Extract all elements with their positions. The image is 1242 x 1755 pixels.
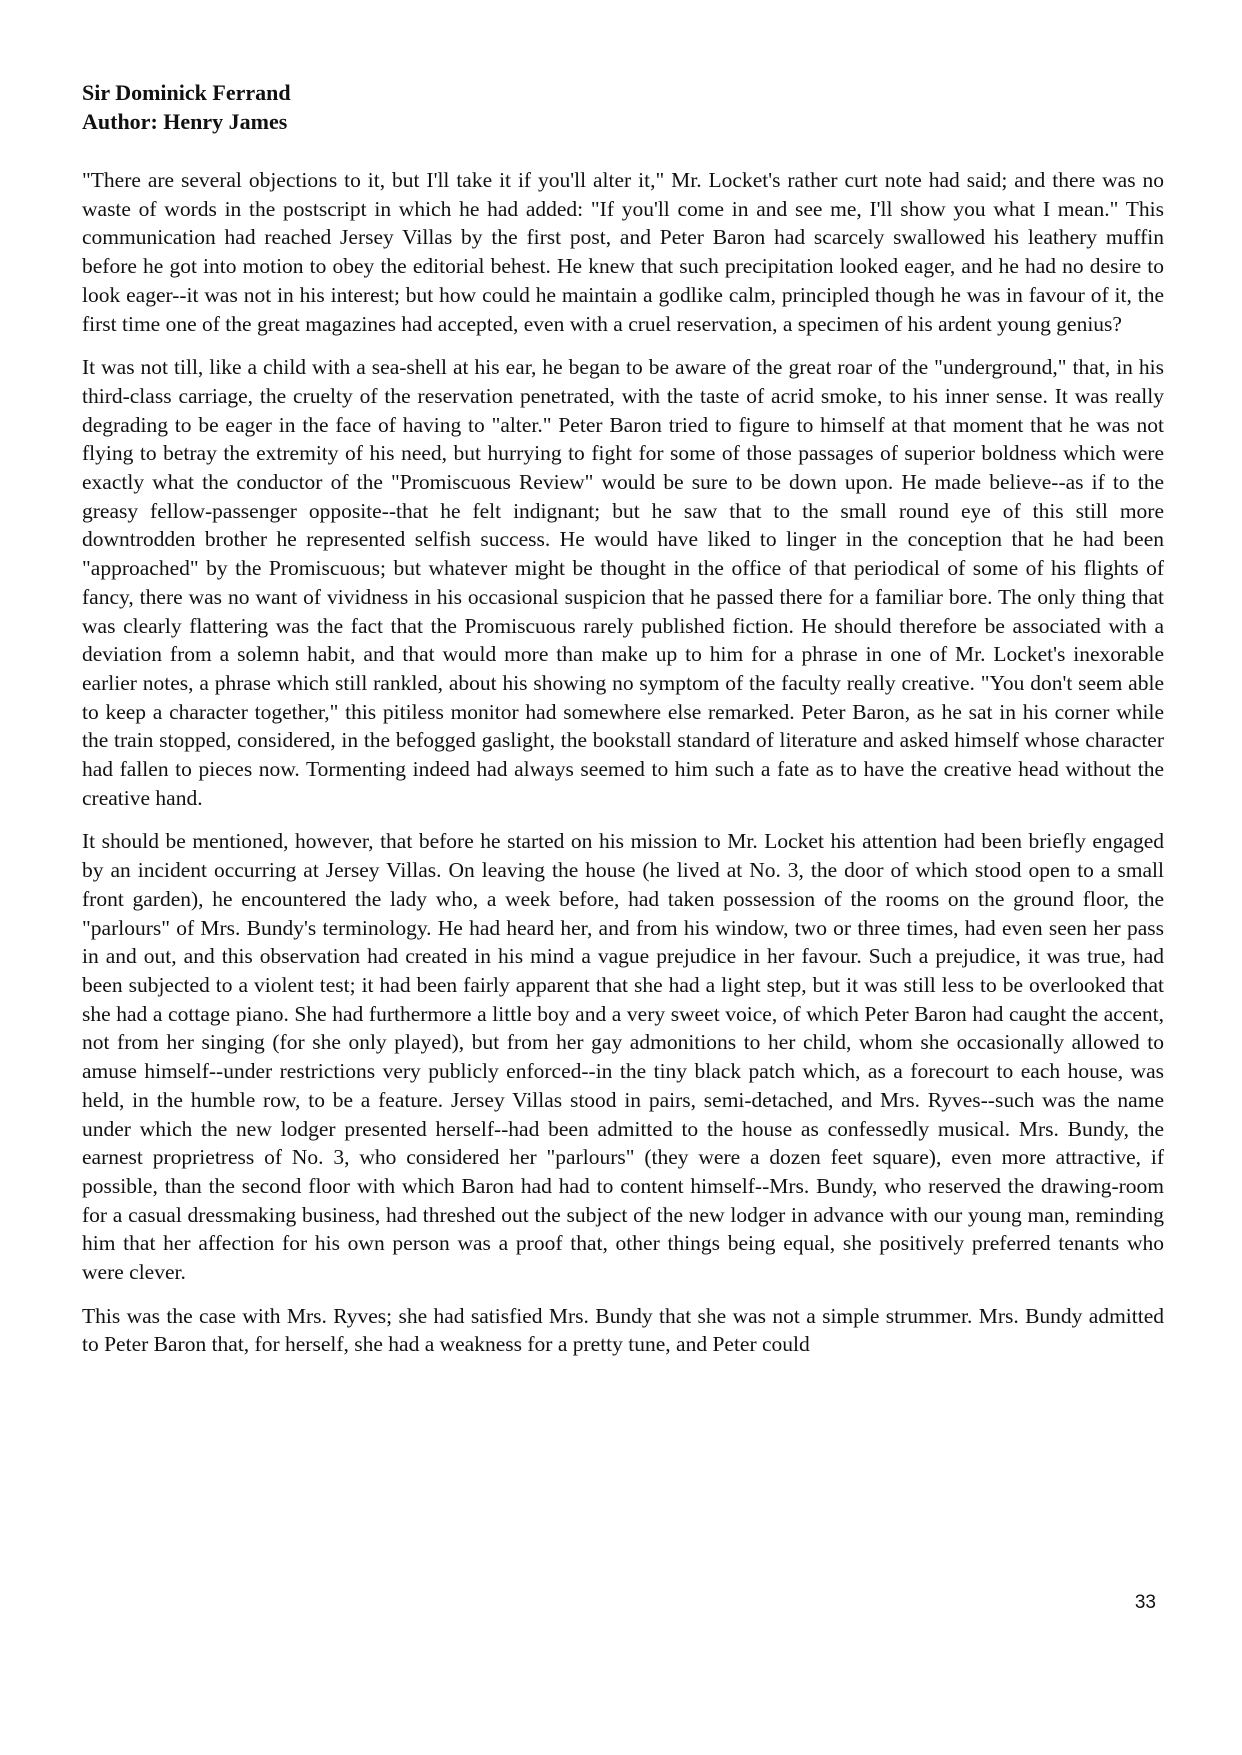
paragraph-2: It was not till, like a child with a sea-shell at his ear, he began to be aware of the great roar of the "underground," that, in his third-class carriage, the cruelty of the reservation penetrated, with the taste of acrid smoke, to his inner sense. It was really degrading to be eager in the face of having to "alter." Peter Baron tried to figure to himself at that moment that he was not flying to betray the extremity of his need, but hurrying to fight for some of those passages of superior boldness which were exactly what the conductor of the "Promiscuous Review" would be sure to be down upon. He made believe--as if to the greasy fellow-passenger opposite--that he felt indignant; but he saw that to the small round eye of this still more downtrodden brother he represented selfish success. He would have liked to linger in the conception that he had been "approached" by the Promiscuous; but whatever might be thought in the office of that periodical of some of his flights of fancy, there was no want of vividness in his occasional suspicion that he passed there for a familiar bore. The only thing that was clearly flattering was the fact that the Promiscuous rarely published fiction. He should therefore be associated with a deviation from a solemn habit, and that would more than make up to him for a phrase in one of Mr. Locket's inexorable earlier notes, a phrase which still rankled, about his showing no symptom of the faculty really creative. "You don't seem able to keep a character together," this pitiless monitor had somewhere else remarked. Peter Baron, as he sat in his corner while the train stopped, considered, in the befogged gaslight, the bookstall standard of literature and asked himself whose character had fallen to pieces now. Tormenting indeed had always seemed to him such a fate as to have the creative head without the creative hand.	[82, 355, 1164, 810]
paragraph-3: It should be mentioned, however, that before he started on his mission to Mr. Locket his attention had been briefly engaged by an incident occurring at Jersey Villas. On leaving the house (he lived at No. 3, the door of which stood open to a small front garden), he encountered the lady who, a week before, had taken possession of the rooms on the ground floor, the "parlours" of Mrs. Bundy's terminology. He had heard her, and from his window, two or three times, had even seen her pass in and out, and this observation had created in his mind a vague prejudice in her favour. Such a prejudice, it was true, had been subjected to a violent test; it had been fairly apparent that she had a light step, but it was still less to be overlooked that she had a cottage piano. She had furthermore a little boy and a very sweet voice, of which Peter Baron had caught the accent, not from her singing (for she only played), but from her gay admonitions to her child, whom she occasionally allowed to amuse himself--under restrictions very publicly enforced--in the tiny black patch which, as a forecourt to each house, was held, in the humble row, to be a feature. Jersey Villas stood in pairs, semi-detached, and Mrs. Ryves--such was the name under which the new lodger presented herself--had been admitted to the house as confessedly musical. Mrs. Bundy, the earnest proprietress of No. 3, who considered her "parlours" (they were a dozen feet square), even more attractive, if possible, than the second floor with which Baron had had to content himself--Mrs. Bundy, who reserved the drawing-room for a casual dressmaking business, had threshed out the subject of the new lodger in advance with our young man, reminding him that her affection for his own person was a proof that, other things being equal, she positively preferred tenants who were clever.	[82, 829, 1164, 1285]
author-line: Author: Henry James	[82, 109, 288, 134]
document-page	[82, 78, 1164, 1374]
paragraph-1: "There are several objections to it, but I'll take it if you'll alter it," Mr. Locket's rather curt note had said; and there was no waste of words in the postscript in which he had added: "If you'll come in and see me, I'll show you what I mean." This communication had reached Jersey Villas by the first post, and Peter Baron had scarcely swallowed his leathery muffin before he got into motion to obey the editorial behest. He knew that such precipitation looked eager, and he had no desire to look eager--it was not in his interest; but how could he maintain a godlike calm, principled though he was in favour of it, the first time one of the great magazines had accepted, even with a cruel reservation, a specimen of his ardent young genius?	[82, 168, 1164, 336]
paragraph-4: This was the case with Mrs. Ryves; she had satisfied Mrs. Bundy that she was not a simple strummer. Mrs. Bundy admitted to Peter Baron that, for herself, she had a weakness for a pretty tune, and Peter could	[82, 1303, 1164, 1357]
document-header	[82, 78, 1164, 136]
document-title: Sir Dominick Ferrand	[82, 80, 291, 105]
page-number: 33	[1134, 1592, 1156, 1613]
